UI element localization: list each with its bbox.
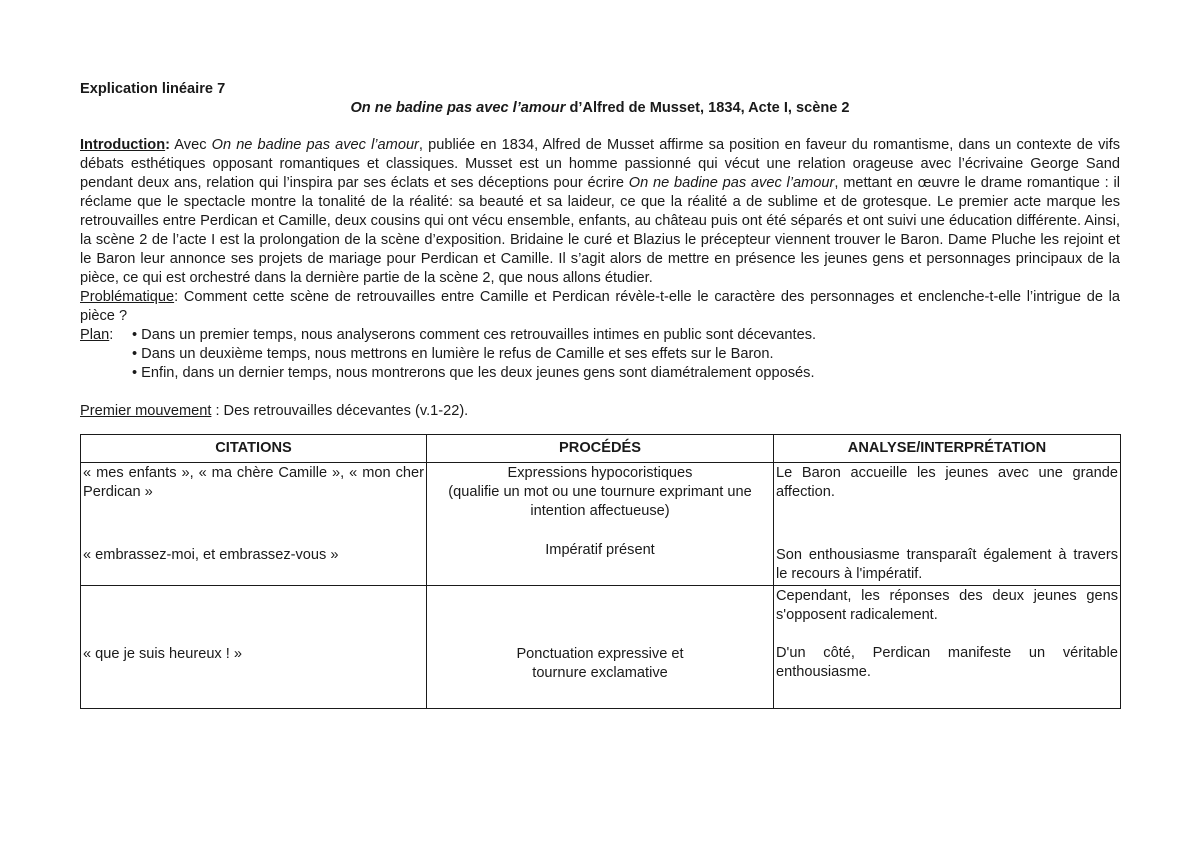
- movement-label: Premier mouvement: [80, 403, 212, 419]
- introduction-colon: :: [165, 137, 170, 153]
- table-row: [81, 463, 1121, 586]
- introduction-work-title-1: On ne badine pas avec l’amour: [211, 137, 419, 153]
- plan-block: [80, 326, 1120, 383]
- introduction-label: Introduction: [80, 137, 166, 153]
- plan-label: Plan: [80, 327, 110, 343]
- column-header-analyse: ANALYSE/INTERPRÉTATION: [774, 435, 1121, 463]
- plan-item: • Dans un premier temps, nous analyserons comment ces retrouvailles intimes en public sont décevantes.: [132, 327, 817, 343]
- introduction-text-1: Avec: [170, 137, 212, 153]
- introduction-work-title-2: On ne badine pas avec l’amour: [628, 175, 835, 191]
- introduction-text-2: , publiée en 1834, Alfred de Musset affirme sa position en faveur du romantisme, dans un contexte de vifs débats esthétiques opposant romantiques et classiques. Musset est un homme passionné qui vécut une relation orageuse avec l’écrivaine George Sand pendant deux ans, relation qui l’inspira par ses éclats et ses déceptions pour écrire: [80, 137, 1120, 191]
- introduction-text-3: , mettant en œuvre le drame romantique : il réclame que le spectacle montre la tonalité de la réalité: sa beauté et sa laideur, ce que la réalité a de sublime et de grotesque. Le premier acte marque les retrouvailles entre Perdican et Camille, deux cousins qui ont vécu ensemble, enfants, au château puis ont été séparés et ont suivi une éducation différente. Ainsi, la scène 2 de l’acte I est la prolongation de la scène d’exposition. Bridaine le curé et Blazius le précepteur viennent trouver le Baron. Dame Pluche les rejoint et le Baron leur annonce ses projets de mariage pour Perdican et Camille. Il s’agit alors de mettre en présence les jeunes gens et personnages principaux de la pièce, ce qui est orchestré dans la dernière partie de la scène 2, que nous allons étudier.: [80, 175, 1120, 286]
- document-title: Explication linéaire 7: [80, 81, 226, 97]
- procede-text: Ponctuation expressive et: [516, 646, 684, 662]
- plan-item: • Enfin, dans un dernier temps, nous montrerons que les deux jeunes gens sont diamétralement opposés.: [132, 365, 815, 381]
- work-title: On ne badine pas avec l’amour: [350, 100, 566, 116]
- table-row: [81, 586, 1121, 709]
- problematique-text: : Comment cette scène de retrouvailles entre Camille et Perdican révèle-t-elle le caractère des personnages et enclenche-t-elle l’intrigue de la pièce ?: [80, 289, 1120, 324]
- plan-colon: :: [109, 327, 114, 343]
- citation-text: « embrassez-moi, et embrassez-vous »: [83, 547, 339, 563]
- analysis-cell: [774, 586, 1121, 709]
- plan-label-group: [80, 326, 132, 345]
- procede-text: Expressions hypocoristiques: [507, 465, 693, 481]
- movement-heading: [80, 402, 1120, 421]
- subtitle-rest: d’Alfred de Musset, 1834, Acte I, scène 2: [565, 100, 850, 116]
- citation-text: « mes enfants », « ma chère Camille », « mon cher Perdican »: [83, 465, 424, 500]
- citation-cell: [81, 463, 427, 586]
- table-header-row: [81, 435, 1121, 463]
- document-page: [80, 80, 1120, 709]
- analysis-cell: [774, 463, 1121, 586]
- plan-item: • Dans un deuxième temps, nous mettrons en lumière le refus de Camille et ses effets sur le Baron.: [132, 346, 774, 362]
- plan-first-row: [80, 326, 1120, 345]
- problematique-paragraph: [80, 288, 1120, 326]
- procede-text: Impératif présent: [545, 542, 655, 558]
- problematique-label: Problématique: [80, 289, 175, 305]
- column-header-procedes: PROCÉDÉS: [427, 435, 774, 463]
- citation-text: « que je suis heureux ! »: [83, 646, 243, 662]
- analysis-text: Le Baron accueille les jeunes avec une grande affection.: [776, 465, 1118, 500]
- analysis-text: Son enthousiasme transparaît également à travers le recours à l'impératif.: [776, 547, 1118, 582]
- analysis-text: D'un côté, Perdican manifeste un véritable enthousiasme.: [776, 645, 1118, 680]
- citation-cell: [81, 586, 427, 709]
- analysis-table: [80, 434, 1121, 709]
- procede-definition: (qualifie un mot ou une tournure exprimant une intention affectueuse): [448, 484, 752, 519]
- movement-text: : Des retrouvailles décevantes (v.1-22).: [211, 403, 469, 419]
- column-header-citations: CITATIONS: [81, 435, 427, 463]
- procede-cell: [427, 586, 774, 709]
- analysis-text: Cependant, les réponses des deux jeunes gens s'opposent radicalement.: [776, 588, 1118, 623]
- procede-text: tournure exclamative: [532, 665, 668, 681]
- procede-cell: [427, 463, 774, 586]
- introduction-paragraph: [80, 136, 1120, 288]
- document-subtitle: [80, 99, 1120, 118]
